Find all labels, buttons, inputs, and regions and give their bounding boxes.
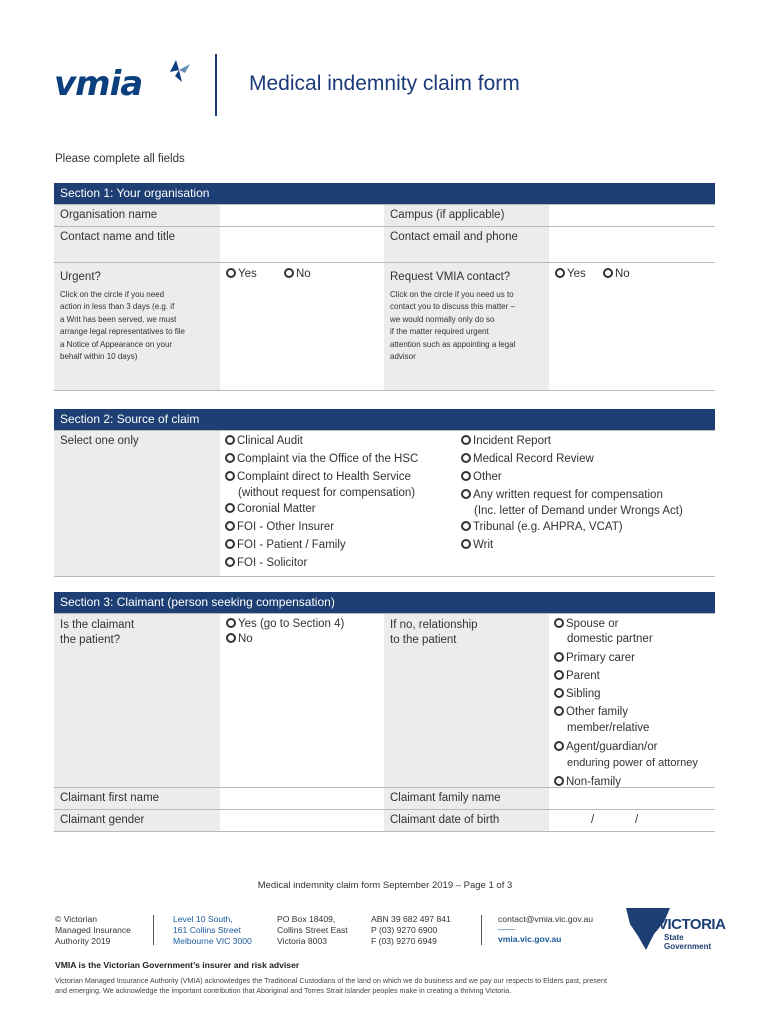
is-claimant-options [220, 614, 384, 787]
dob-separator: / [591, 814, 595, 826]
help-line: if the matter required urgent [390, 327, 489, 337]
footer-line: PO Box 18409, [277, 914, 336, 924]
radio-button-icon[interactable] [225, 435, 235, 445]
option-label: Coronial Matter [237, 503, 316, 515]
dob-separator: / [635, 814, 639, 826]
footer-email-rule: —— [498, 924, 516, 934]
radio-button-icon[interactable] [461, 435, 471, 445]
footer-line: Melbourne VIC 3000 [173, 936, 252, 946]
footer-website-link[interactable]: vmia.vic.gov.au [498, 934, 562, 944]
option-sublabel: enduring power of attorney [567, 757, 698, 769]
section-heading: Section 1: Your organisation [54, 183, 715, 204]
radio-button-icon[interactable] [603, 268, 613, 278]
urgent-label-cell [54, 263, 220, 390]
vmia-logo-text: vmia [54, 64, 143, 104]
source-option-clinical-audit[interactable] [225, 432, 455, 450]
request-contact-yes-option[interactable] [555, 268, 586, 280]
source-option-foi-solicitor[interactable] [225, 554, 455, 572]
footer-line: ABN 39 682 497 841 [371, 914, 451, 924]
claimant-first-name-field[interactable] [220, 788, 384, 809]
label-line: Is the claimant [60, 619, 135, 631]
radio-button-icon[interactable] [461, 521, 471, 531]
help-line: advisor [390, 352, 416, 362]
help-line: attention such as appointing a legal [390, 339, 516, 349]
help-line: we would normally only do so [390, 314, 495, 324]
radio-button-icon[interactable] [461, 539, 471, 549]
help-line: arrange legal representatives to file [60, 327, 185, 337]
request-contact-help [390, 289, 543, 363]
option-label: FOI - Patient / Family [237, 539, 346, 551]
option-label: Any written request for compensation [473, 489, 663, 501]
footer-tagline: VMIA is the Victorian Government’s insurer and risk adviser [55, 960, 300, 970]
radio-button-icon[interactable] [461, 489, 471, 499]
help-line: a Notice of Appearance on your [60, 339, 173, 349]
footer-address [173, 914, 252, 947]
help-line: behalf within 10 days) [60, 352, 138, 362]
contact-email-field[interactable] [549, 227, 715, 262]
organisation-name-label: Organisation name [54, 205, 220, 226]
urgent-options [220, 263, 384, 390]
request-contact-options [549, 263, 715, 390]
label-line: If no, relationship [390, 619, 478, 631]
victoria-logo-subtext [664, 934, 711, 951]
urgent-no-option[interactable] [284, 268, 311, 280]
option-label: FOI - Solicitor [237, 557, 308, 569]
option-label: Tribunal (e.g. AHPRA, VCAT) [473, 521, 623, 533]
relationship-option-spouse[interactable] [554, 617, 709, 632]
source-option-writ[interactable] [461, 536, 709, 554]
footer-line: P (03) 9270 6900 [371, 925, 438, 935]
option-label: No [295, 268, 311, 280]
footer-divider [481, 915, 482, 945]
help-line: Click on the circle if you need us to [390, 290, 514, 299]
section-heading: Section 2: Source of claim [54, 409, 715, 430]
radio-button-icon[interactable] [554, 618, 564, 628]
request-contact-label-cell [384, 263, 549, 390]
option-label: Yes (go to Section 4) [238, 618, 345, 630]
radio-button-icon[interactable] [226, 618, 236, 628]
option-label: Complaint direct to Health Service [237, 471, 411, 483]
radio-button-icon[interactable] [225, 471, 235, 481]
label-line: the patient? [60, 634, 121, 646]
claimant-gender-field[interactable] [220, 810, 384, 831]
section-heading: Section 3: Claimant (person seeking compensation) [54, 592, 715, 613]
organisation-name-field[interactable] [220, 205, 384, 226]
option-label: Complaint via the Office of the HSC [237, 453, 419, 465]
label-line: to the patient [390, 634, 457, 646]
footer-copyright [55, 914, 131, 947]
footer-line: Level 10 South, [173, 914, 233, 924]
urgent-help [60, 289, 214, 363]
option-label: Parent [566, 670, 600, 682]
radio-button-icon[interactable] [225, 557, 235, 567]
help-line: Click on the circle if you need [60, 290, 165, 299]
select-one-label: Select one only [54, 431, 220, 576]
claimant-first-name-label: Claimant first name [54, 788, 220, 809]
radio-button-icon[interactable] [554, 670, 564, 680]
footer-line: Authority 2019 [55, 936, 111, 946]
section-claimant [54, 592, 715, 832]
source-option-office-hsc[interactable] [225, 450, 455, 468]
footer-divider [153, 915, 154, 945]
source-option-medical-record-review[interactable] [461, 450, 709, 468]
contact-email-label: Contact email and phone [384, 227, 549, 262]
claimant-dob-field[interactable] [549, 810, 715, 831]
source-option-incident-report[interactable] [461, 432, 709, 450]
footer-abn-phone [371, 914, 451, 947]
source-options-col-2 [461, 431, 715, 576]
campus-label: Campus (if applicable) [384, 205, 549, 226]
vmia-logo-star-icon [166, 58, 192, 84]
source-option-other[interactable] [461, 468, 709, 486]
option-label: Other [473, 471, 502, 483]
option-label: Primary carer [566, 652, 636, 664]
urgent-yes-option[interactable] [226, 268, 257, 280]
relationship-option-parent[interactable] [554, 667, 709, 685]
source-option-coronial-matter[interactable] [225, 500, 455, 518]
option-label: Incident Report [473, 435, 551, 447]
radio-button-icon[interactable] [554, 706, 564, 716]
claimant-gender-label: Claimant gender [54, 810, 220, 831]
claimant-no-option[interactable] [226, 632, 378, 647]
option-sublabel: member/relative [567, 722, 650, 734]
radio-button-icon[interactable] [225, 539, 235, 549]
relationship-option-other-family[interactable] [554, 703, 709, 721]
footer-line: Managed Insurance [55, 925, 131, 935]
vmia-logo [54, 58, 194, 108]
option-label: Yes [238, 268, 257, 280]
footer-acknowledgement: Victorian Managed Insurance Authority (VMIA) acknowledges the Traditional Custodians of the land on which we do business and we pay our respects to Elders past, present and emerging. We acknowledge the important contribution that Aboriginal and Torres Strait Islander peoples make in creating a thriving Victoria. [55, 976, 608, 995]
radio-button-icon[interactable] [555, 268, 565, 278]
option-label: Sibling [566, 688, 601, 700]
radio-button-icon[interactable] [225, 453, 235, 463]
option-label: Non-family [566, 776, 621, 788]
radio-button-icon[interactable] [461, 453, 471, 463]
relationship-option-agent-guardian[interactable] [554, 738, 709, 756]
footer-email-link[interactable]: contact@vmia.vic.gov.au [498, 914, 594, 924]
source-option-tribunal[interactable] [461, 518, 709, 536]
help-line: action in less than 3 days (e.g. if [60, 302, 175, 312]
urgent-label: Urgent? [60, 271, 101, 283]
campus-field[interactable] [549, 205, 715, 226]
relationship-label [384, 614, 549, 787]
option-sublabel: (without request for compensation) [238, 487, 416, 499]
claimant-family-name-label: Claimant family name [384, 788, 549, 809]
contact-name-label: Contact name and title [54, 227, 220, 262]
radio-button-icon[interactable] [554, 776, 564, 786]
option-label: Spouse or [566, 618, 619, 630]
option-sublabel: domestic partner [567, 633, 653, 645]
claimant-dob-label: Claimant date of birth [384, 810, 549, 831]
radio-button-icon[interactable] [225, 521, 235, 531]
logo-sub-line: Government [664, 941, 712, 951]
help-line: a Writ has been served, we must [60, 314, 177, 324]
option-label: Writ [473, 539, 494, 551]
relationship-options [549, 614, 715, 787]
radio-button-icon[interactable] [554, 652, 564, 662]
footer-line: Victoria 8003 [277, 936, 328, 946]
option-sublabel: (Inc. letter of Demand under Wrongs Act) [474, 505, 683, 517]
footer-page-title: Medical indemnity claim form September 2019 – Page 1 of 3 [257, 880, 513, 891]
claimant-yes-option[interactable] [226, 617, 378, 632]
radio-button-icon[interactable] [226, 268, 236, 278]
footer-po-box [277, 914, 348, 947]
footer-line: © Victorian [55, 914, 97, 924]
is-claimant-patient-label [54, 614, 220, 787]
page-title: Medical indemnity claim form [249, 72, 520, 95]
source-option-foi-patient-family[interactable] [225, 536, 455, 554]
source-option-foi-other-insurer[interactable] [225, 518, 455, 536]
radio-button-icon[interactable] [225, 503, 235, 513]
section-source-of-claim [54, 409, 715, 577]
contact-name-field[interactable] [220, 227, 384, 262]
relationship-option-primary-carer[interactable] [554, 649, 709, 667]
source-option-complaint-direct[interactable] [225, 468, 455, 486]
source-option-written-request[interactable] [461, 486, 709, 504]
help-line: contact you to discuss this matter – [390, 302, 515, 312]
footer-line: F (03) 9270 6949 [371, 936, 437, 946]
footer-contact [498, 914, 593, 945]
radio-button-icon[interactable] [554, 741, 564, 751]
victoria-logo-text: VICTORIA [658, 916, 726, 933]
footer-line: 161 Collins Street [173, 925, 241, 935]
option-label: Clinical Audit [237, 435, 303, 447]
option-label: Yes [567, 268, 586, 280]
option-label: Other family [566, 706, 628, 718]
request-contact-no-option[interactable] [603, 268, 630, 280]
option-label: Agent/guardian/or [566, 741, 658, 753]
victoria-state-government-logo [624, 904, 726, 952]
radio-button-icon[interactable] [554, 688, 564, 698]
request-contact-label: Request VMIA contact? [390, 271, 511, 283]
source-options-col-1 [220, 431, 461, 576]
logo-sub-line: State [664, 933, 684, 942]
option-label: No [238, 633, 253, 645]
radio-button-icon[interactable] [461, 471, 471, 481]
instructions: Please complete all fields [55, 153, 185, 165]
option-label: No [614, 268, 630, 280]
relationship-option-sibling[interactable] [554, 685, 709, 703]
claimant-family-name-field[interactable] [549, 788, 715, 809]
header-divider [215, 54, 217, 116]
section-your-organisation [54, 183, 715, 391]
footer-line: Collins Street East [277, 925, 348, 935]
option-label: Medical Record Review [473, 453, 594, 465]
radio-button-icon[interactable] [284, 268, 294, 278]
radio-button-icon[interactable] [226, 633, 236, 643]
option-label: FOI - Other Insurer [237, 521, 335, 533]
